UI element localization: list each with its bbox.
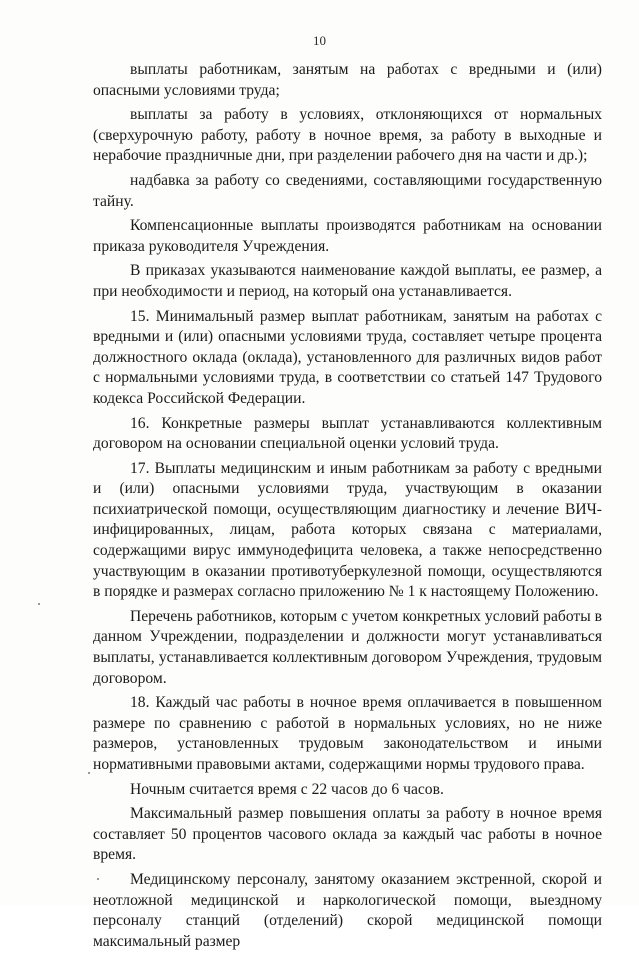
paragraph: Максимальный размер повышения оплаты за работу в ночное время составляет 50 процентов часового оклада за каждый час работы в ночное время. — [93, 805, 602, 864]
paragraph: Медицинскому персоналу, занятому оказанием экстренной, скорой и неотложной медицинской и наркологической помощи, выездному персоналу станций (отделений) скорой медицинской помощи максимальный размер — [93, 870, 602, 950]
paragraph: надбавка за работу со сведениями, составляющими государственную тайну. — [93, 171, 602, 210]
paragraph: Ночным считается время с 22 часов до 6 часов. — [130, 780, 444, 798]
scan-speck — [38, 603, 40, 605]
scan-speck — [97, 878, 99, 880]
page-number: 10 — [313, 33, 326, 48]
paragraph: выплаты работникам, занятым на работах с вредными и (или) опасными условиями труда; — [93, 61, 602, 99]
document-body — [93, 60, 602, 956]
paragraph: 15. Минимальный размер выплат работникам, занятым на работах с вредными и (или) опасными условиями труда, составляет четыре процента должностного оклада (оклада), установленного для различных видов работ с нормальными условиями труда, в соответствии со статьей 147 Трудового кодекса Российской Федерации. — [93, 307, 602, 407]
paragraph: Компенсационные выплаты производятся работникам на основании приказа руководителя Учреждения. — [93, 217, 602, 255]
paragraph: 17. Выплаты медицинским и иным работникам за работу с вредными и (или) опасными условиями труда, участвующим в оказании психиатрической помощи, осуществляющим диагностику и лечение ВИЧ-инфицированных, лицам, работа которых связана с материалами, содержащими вирус иммунодефицита человека, а также непосредственно участвующим в оказании противотуберкулезной помощи, осуществляются в порядке и размерах согласно приложению № 1 к настоящему Положению. — [93, 459, 602, 601]
scan-speck — [88, 772, 90, 774]
paragraph: 18. Каждый час работы в ночное время оплачивается в повышенном размере по сравнению с работой в нормальных условиях, но не ниже размеров, установленных трудовым законодательством и иными нормативными правовыми актами, содержащими нормы трудового права. — [93, 694, 602, 773]
paragraph: В приказах указываются наименование каждой выплаты, ее размер, а при необходимости и период, на который она устанавливается. — [93, 262, 602, 300]
paragraph: Перечень работников, которым с учетом конкретных условий работы в данном Учреждении, подразделении и должности могут устанавливаться выплаты, устанавливается коллективным договором Учреждения, трудовым договором. — [93, 607, 602, 687]
paragraph: 16. Конкретные размеры выплат устанавливаются коллективным договором на основании специальной оценки условий труда. — [93, 414, 602, 453]
paragraph: выплаты за работу в условиях, отклоняющихся от нормальных (сверхурочную работу, работу в ночное время, за работу в выходные и нерабочие праздничные дни, при разделении рабочего дня на части и др.); — [93, 106, 602, 165]
